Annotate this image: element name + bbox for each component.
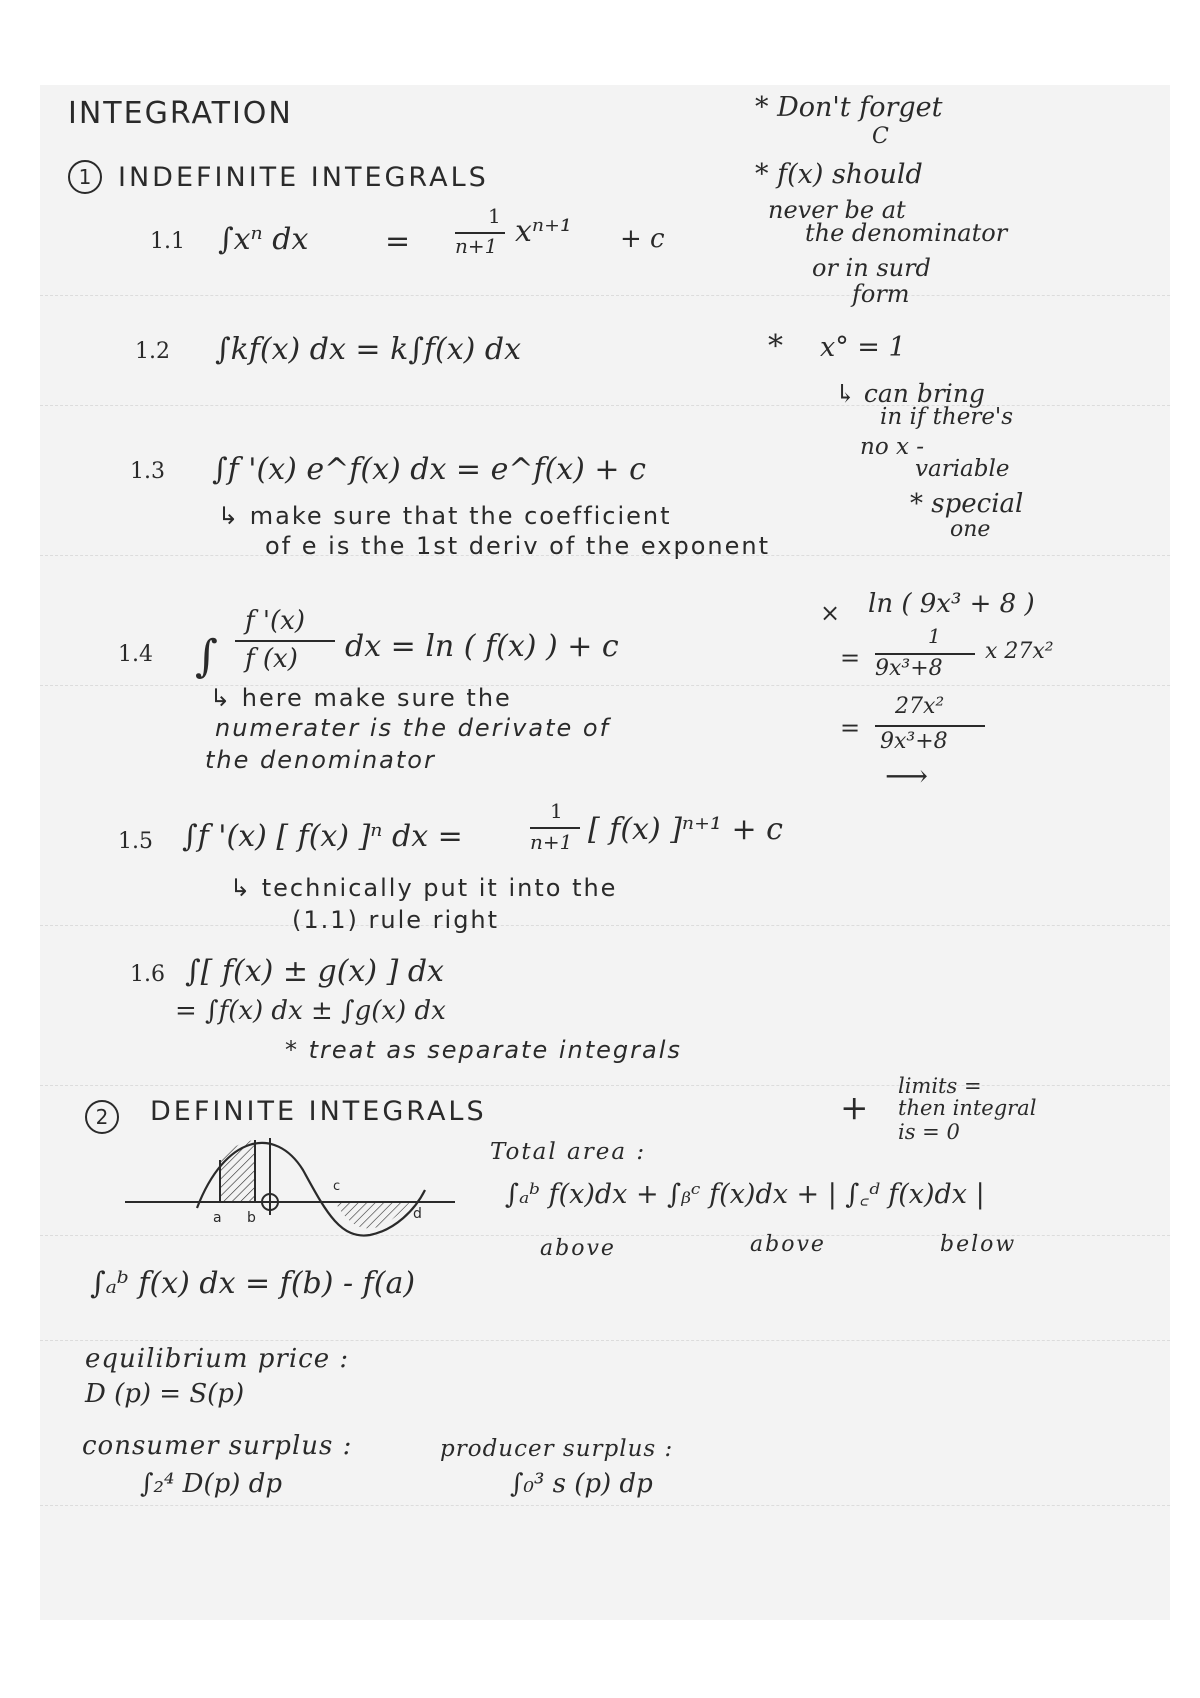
rule-1-5-frac-bar — [530, 827, 580, 829]
example-frac1-den: 9x³+8 — [875, 656, 943, 681]
total-area-label: Total area : — [490, 1139, 647, 1165]
example-equals-2: = — [840, 714, 861, 742]
label-above-1: above — [540, 1236, 616, 1261]
limits-note-line2: then integral — [898, 1096, 1037, 1120]
rule-1-1-equals: = — [385, 224, 411, 259]
shaded-region-a-b — [220, 1140, 255, 1202]
shaded-region-c-d — [335, 1202, 410, 1229]
rule-1-6-line2: = ∫f(x) dx ± ∫g(x) dx — [175, 996, 446, 1026]
rule-1-5-lhs: ∫f '(x) [ f(x) ]ⁿ dx = — [182, 819, 463, 854]
example-frac1-num: 1 — [928, 624, 941, 648]
producer-surplus-label: producer surplus : — [440, 1436, 674, 1462]
sidenote-or-in-surd: or in surd — [812, 254, 931, 282]
producer-surplus-expression: ∫₀³ s (p) dp — [510, 1469, 653, 1499]
rule-number-1-2: 1.2 — [135, 339, 170, 364]
sidenote-one: one — [950, 517, 991, 542]
sidenote-dont-forget: * Don't forget — [755, 92, 943, 123]
rule-1-1-constant: + c — [620, 224, 665, 254]
example-times-27x: x 27x² — [985, 639, 1054, 664]
label-d: d — [413, 1206, 422, 1222]
label-a: a — [213, 1210, 222, 1226]
equilibrium-condition: D (p) = S(p) — [85, 1379, 245, 1409]
label-below: below — [940, 1232, 1017, 1257]
fundamental-theorem: ∫ₐᵇ f(x) dx = f(b) - f(a) — [90, 1266, 416, 1301]
rule-1-1-rhs: xⁿ⁺¹ — [515, 214, 572, 249]
sidenote-the-denominator: the denominator — [805, 219, 1008, 247]
rule-1-1-frac-den: n+1 — [455, 234, 498, 258]
rule-1-5-frac-num: 1 — [550, 799, 563, 823]
limits-note-line1: limits = — [898, 1074, 982, 1098]
rule-1-3: ∫f '(x) e^f(x) dx = e^f(x) + c — [212, 452, 646, 487]
plus-sign: + — [840, 1088, 869, 1128]
rule-number-1-5: 1.5 — [118, 829, 153, 854]
rule-1-2: ∫kf(x) dx = k∫f(x) dx — [215, 332, 522, 367]
label-c: c — [333, 1179, 341, 1194]
example-equals-1: = — [840, 644, 861, 672]
sidenote-x0-star: * — [768, 329, 783, 364]
sidenote-no-x: no x - — [860, 434, 925, 460]
rule-1-1-lhs: ∫xⁿ dx — [218, 222, 309, 257]
rule-1-5-note-line2: (1.1) rule right — [292, 906, 500, 934]
rule-1-4-note-line1: ↳ here make sure the — [210, 684, 512, 712]
section-number-2: 2 — [85, 1100, 119, 1134]
rule-number-1-1: 1.1 — [150, 229, 185, 254]
rule-1-5-rhs: [ f(x) ]ⁿ⁺¹ + c — [588, 812, 783, 847]
sidenote-x0-rule: x° = 1 — [820, 332, 906, 363]
integral-sign: ∫ — [195, 631, 218, 682]
sidenote-in-if-theres: in if there's — [880, 404, 1014, 430]
label-above-2: above — [750, 1232, 826, 1257]
page-title: INTEGRATION — [68, 96, 293, 131]
rule-1-4-rhs: dx = ln ( f(x) ) + c — [345, 629, 619, 664]
sidenote-form: form — [852, 280, 910, 308]
rule-number-1-4: 1.4 — [118, 642, 153, 667]
notebook-page — [40, 85, 1170, 1620]
sidenote-variable: variable — [915, 456, 1010, 482]
rule-1-4-note-line2: numerater is the derivate of — [215, 714, 611, 742]
equilibrium-price-label: equilibrium price : — [85, 1344, 350, 1374]
sidenote-constant-c: C — [872, 124, 889, 149]
rule-number-1-3: 1.3 — [130, 459, 165, 484]
total-area-expression: ∫ₐᵇ f(x)dx + ∫ᵦᶜ f(x)dx + | ∫꜀ᵈ f(x)dx | — [505, 1179, 985, 1210]
rule-1-3-note-line1: ↳ make sure that the coefficient — [218, 502, 672, 530]
consumer-surplus-label: consumer surplus : — [82, 1431, 353, 1461]
sidenote-special: * special — [910, 489, 1024, 519]
arrow-icon: ⟶ — [885, 759, 929, 794]
sidenote-can-bring: ↳ can bring — [835, 379, 985, 408]
rule-1-4-frac-bar — [235, 640, 335, 642]
rule-1-4-note-line3: the denominator — [205, 746, 436, 774]
rule-1-4-frac-num: f '(x) — [245, 606, 305, 636]
example-frac2-bar — [875, 725, 985, 727]
example-frac2-num: 27x² — [895, 694, 945, 719]
sidenote-never-be: never be at — [768, 196, 906, 224]
label-b: b — [247, 1210, 256, 1226]
rule-1-3-note-line2: of e is the 1st deriv of the exponent — [265, 532, 770, 560]
consumer-surplus-expression: ∫₂⁴ D(p) dp — [140, 1469, 282, 1499]
section-heading-definite: DEFINITE INTEGRALS — [150, 1096, 487, 1127]
rule-number-1-6: 1.6 — [130, 962, 165, 987]
example-bullet: × — [820, 599, 841, 627]
rule-1-5-note-line1: ↳ technically put it into the — [230, 874, 618, 902]
example-frac2-den: 9x³+8 — [880, 729, 948, 754]
rule-1-4-frac-den: f (x) — [245, 644, 298, 674]
limits-note-line3: is = 0 — [898, 1120, 960, 1144]
rule-1-6-note: * treat as separate integrals — [285, 1036, 682, 1064]
rule-1-1-frac-num: 1 — [488, 204, 501, 228]
section-number-1: 1 — [68, 160, 102, 194]
sidenote-fx-should: * f(x) should — [755, 159, 923, 190]
example-frac1-bar — [875, 653, 975, 655]
example-ln-expression: ln ( 9x³ + 8 ) — [868, 589, 1035, 619]
section-heading-indefinite: INDEFINITE INTEGRALS — [118, 162, 489, 193]
area-graph — [125, 1130, 465, 1260]
rule-1-6-line1: ∫[ f(x) ± g(x) ] dx — [185, 954, 444, 989]
rule-1-5-frac-den: n+1 — [530, 830, 573, 854]
